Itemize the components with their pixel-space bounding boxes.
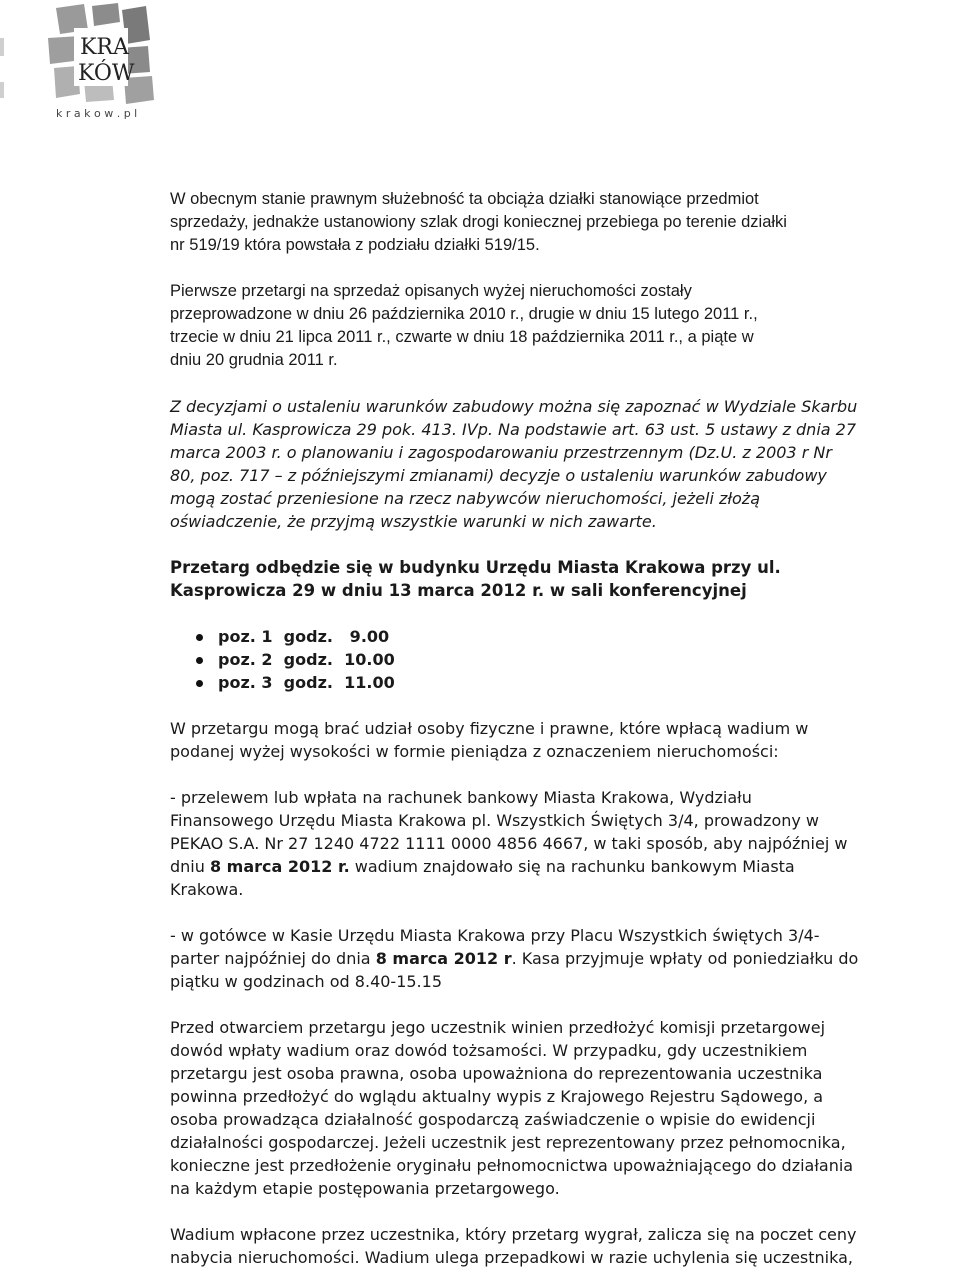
cash-payment-text: - w gotówce w Kasie Urzędu Miasta Krakowa przy Placu Wszystkich świętych 3/4- parter najpóźniej do dnia [170,926,820,968]
schedule-item [218,648,960,671]
krakow-logo-graphic [0,0,170,125]
paragraph-participation: W przetargu mogą brać udział osoby fizyczne i prawne, które wpłacą wadium w podanej wyżej wysokości w formie pieniądza z oznaczeniem nieruchomości: [170,719,809,761]
bank-transfer-deadline: 8 marca 2012 r. [209,857,350,876]
bank-transfer-text: - przelewem lub wpłata na rachunek bankowy Miasta Krakowa, Wydziału Finansowego Urzędu Miasta Krakowa pl. Wszystkich Świętych 3/4, prowadzony w PEKAO S.A. Nr 27 1240 4722 1111 0000 4856 4667, w taki sposób, aby najpóźniej w dniu [170,788,848,876]
schedule-item-text: poz. 3 godz. 11.00 [218,673,395,692]
document-body [170,188,960,1269]
schedule-list [170,625,960,694]
paragraph-cash-payment [170,924,960,993]
paragraph-identity-requirements: Przed otwarciem przetargu jego uczestnik winien przedłożyć komisji przetargowej dowód wpłaty wadium oraz dowód tożsamości. W przypadku, gdy uczestnikiem przetargu jest osoba prawna, osoba upoważniona do reprezentowania uczestnika powinna przedłożyć do wglądu aktualny wypis z Krajowego Rejestru Sądowego, a osoba prowadząca działalność gospodarczą zaświadczenie o wpisie do ewidencji działalności gospodarczej. Jeżeli uczestnik jest reprezentowany przez pełnomocnika, konieczne jest przedłożenie oryginału pełnomocnictwa upoważniającego do działania na każdym etapie postępowania przetargowego. [170,1018,854,1198]
krakow-logo [0,0,170,125]
paragraph-deposit-rules: Wadium wpłacone przez uczestnika, który przetarg wygrał, zalicza się na poczet ceny nabycia nieruchomości. Wadium ulega przepadkowi w razie uchylenia się uczestnika, [170,1225,857,1267]
logo-caption: k r a k o w . p l [56,107,138,120]
cash-payment-deadline: 8 marca 2012 r [375,949,512,968]
schedule-item-text: poz. 1 godz. 9.00 [218,627,390,646]
paragraph-previous-tenders: Pierwsze przetargi na sprzedaż opisanych wyżej nieruchomości zostały przeprowadzone w dniu 26 października 2010 r., drugie w dniu 15 lutego 2011 r., trzecie w dniu 21 lipca 2011 r., czwarte w dniu 18 października 2011 r., a piąte w dniu 20 grudnia 2011 r. [170,282,758,369]
schedule-item [218,671,960,694]
cash-payment-text-end: . Kasa przyjmuje wpłaty od poniedziałku do piątku w godzinach od 8.40-15.15 [170,949,859,991]
paragraph-zoning-decisions: Z decyzjami o ustaleniu warunków zabudowy można się zapoznać w Wydziale Skarbu Miasta ul. Kasprowicza 29 pok. 413. IVp. Na podstawie art. 63 ust. 5 ustawy z dnia 27 marca 2003 r. o planowaniu i zagospodarowaniu przestrzennym (Dz.U. z 2003 r Nr 80, poz. 717 – z późniejszymi zmianami) decyzje o ustaleniu warunków zabudowy mogą zostać przeniesione na rzecz nabywców nieruchomości, jeżeli złożą oświadczenie, że przyjmą wszystkie warunki w nich zawarte. [170,397,858,531]
paragraph-bank-transfer [170,786,960,901]
schedule-item-text: poz. 2 godz. 10.00 [218,650,395,669]
paragraph-tender-location: Przetarg odbędzie się w budynku Urzędu Miasta Krakowa przy ul. Kasprowicza 29 w dniu 13 marca 2012 r. w sali konferencyjnej [170,558,781,600]
bullet-icon [196,657,203,664]
logo-text-line2: KÓW [78,61,135,86]
bullet-icon [196,634,203,641]
bullet-icon [196,680,203,687]
paragraph-easement: W obecnym stanie prawnym służebność ta obciąża działki stanowiące przedmiot sprzedaży, jednakże ustanowiony szlak drogi koniecznej przebiega po terenie działki nr 519/19 która powstała z podziału działki 519/15. [170,190,787,254]
schedule-item [218,625,960,648]
logo-text-line1: KRA [80,35,129,60]
bank-transfer-text-end: wadium znajdowało się na rachunku bankowym Miasta Krakowa. [170,857,795,899]
